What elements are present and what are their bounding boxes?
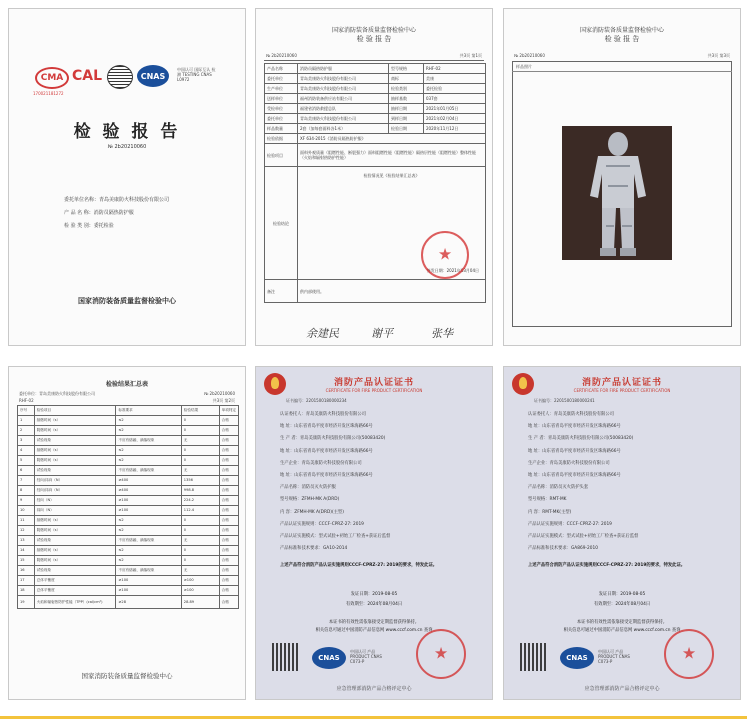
report-page: 共3页 第1页 [459, 53, 482, 58]
report-title: 检 验 报 告 [73, 122, 181, 142]
cover-footer: 国家消防装备质量监督检验中心 [78, 297, 176, 305]
field-row: 生产企业：青岛美康防火科技股份有限公司 [280, 460, 362, 466]
cma-logo: CMA [35, 67, 69, 89]
table-row: 10 纬向（N） ≥100 112.4 合格 [18, 506, 239, 516]
report-number: № 2b20210060 [107, 144, 147, 150]
sample-photo-page[interactable] [503, 8, 741, 346]
field-row: 地 址：山东省青岛平度市经济开发区珠海路66号 [528, 424, 621, 430]
summary-footer: 国家消防装备质量监督检验中心 [81, 672, 173, 680]
field-row: 型号规格：RMT-MK [528, 497, 567, 503]
signature-2: 谢平 [371, 327, 393, 340]
cnas-logo: CNAS [137, 65, 169, 87]
report-header-org: 国家消防装备质量监督检验中心 [331, 27, 416, 34]
cert2-note1: 本证书的有效性需依靠接受定期监督获得保持。 [576, 620, 668, 625]
cert2-seal: ★ [664, 629, 714, 679]
field-row: 内 容：ZFMH-MK A(DRD)(主型) [280, 509, 344, 515]
field-row: 生产企业：青岛美康防火科技股份有限公司 [528, 460, 610, 466]
cma-code: 170021181272 [33, 91, 64, 96]
table-row: 样品数量 2套（加每套面料各1米） 检验日期 2020年11月12日 [265, 124, 486, 134]
field-row: 产品标准和技术要求：GA869-2010 [528, 546, 598, 552]
photo-header-title: 检 验 报 告 [604, 35, 640, 43]
report-cover-page[interactable] [8, 8, 246, 346]
qr-code-icon [272, 643, 300, 671]
table-row: 17 总体平衡度 ≥100 ≥100 合格 [18, 576, 239, 586]
summary-table [17, 405, 239, 609]
field-row: 内 容：RMT-MK(主型) [528, 509, 572, 515]
signature-1: 余建民 [306, 327, 339, 340]
cert2-title: 消防产品认证证书 [581, 378, 662, 388]
table-row: 9 经向（N） ≥100 224.2 合格 [18, 496, 239, 506]
field-row: 产品标准和技术要求：GA10-2014 [280, 546, 348, 552]
qr-code-icon [520, 643, 548, 671]
summary-model: RHF-02 [19, 398, 34, 403]
field-row: 产品认证实施规则：CCCF-CPRZ-27: 2019 [280, 521, 364, 527]
table-row: 检验项目 面料外观质量（阻燃性能、断裂强力）面料阻燃性能（阻燃性能）隔热层性能（阻燃性能）整体性能（火焰和辐射热防护性能） [265, 144, 486, 167]
table-row: 6 试验现象 不应有熔融、滴落现象 无 合格 [18, 466, 239, 476]
summary-title: 检验结果汇总表 [105, 381, 148, 388]
field-row: 地 址：山东省青岛平度市经济开发区珠海路66号 [280, 448, 373, 454]
cert2-statement: 上述产品符合消防产品认证实施规则CCCF-CPRZ-27: 2019的要求，特发此证。 [528, 563, 686, 568]
field-row: 认证委托人：青岛美康防火科技股份有限公司 [280, 412, 366, 417]
field-row: 认证委托人：青岛美康防火科技股份有限公司 [528, 412, 614, 417]
photo-header-org: 国家消防装备质量监督检验中心 [579, 27, 664, 34]
product-badge: 中国认可 产品 PRODUCT CNAS C073-P [598, 649, 630, 664]
table-row: 12 阴燃时间（s） ≤2 0 合格 [18, 526, 239, 536]
table-row: 8 经向/纬向（N） ≥400 998.8 合格 [18, 486, 239, 496]
table-row: 5 阴燃时间（s） ≤2 0 合格 [18, 456, 239, 466]
cert2-note2: 相关信息可通过中国消防产品信息网 www.cccf.com.cn 查询 [563, 628, 681, 633]
field-product: 产 品 名 称：消防员隔热防护服 [64, 210, 134, 216]
photo-label: 样品照片 [516, 64, 532, 69]
summary-number: № 2b20210060 [204, 391, 235, 396]
table-row: 委托单位 青岛美康防火科技股份有限公司 到样日期 2021年02月04日 [265, 114, 486, 124]
field-row: 地 址：山东省青岛平度市经济开发区珠海路66号 [528, 448, 621, 454]
result-summary-page[interactable] [8, 366, 246, 700]
table-row: 18 总体平衡度 ≥100 ≥100 合格 [18, 586, 239, 596]
table-row: 检验依据 XF 634-2015《消防员隔热防护服》 [265, 134, 486, 144]
cert1-number: 证书编号：2201500180000234 [286, 398, 347, 403]
cert1-note1: 本证书的有效性需依靠接受定期监督获得保持。 [328, 620, 420, 625]
globe-icon [107, 65, 133, 89]
field-row: 产品名称：消防员灭火防护头套 [528, 485, 589, 491]
cert1-footer: 应急管理部消防产品合格评定中心 [336, 686, 412, 692]
table-row: 15 阴燃时间（s） ≤2 0 合格 [18, 556, 239, 566]
table-row: 备注 供内部使用。 [265, 280, 486, 303]
cert2-title-en: CERTIFICATE FOR FIRE PRODUCT CERTIFICATION [573, 388, 671, 393]
cert2-number: 证书编号：2201500180000241 [534, 398, 595, 403]
protective-suit-image [562, 126, 672, 260]
field-row: 产品认证实施模式：型式试验+初始工厂检查+获证后监督 [280, 534, 391, 540]
table-row: 产品名称 消防员隔热防护服 型号规格 RHF-02 [265, 64, 486, 74]
table-row: 3 试验现象 不应有熔融、滴落现象 无 合格 [18, 436, 239, 446]
cert2-fields [528, 409, 733, 555]
table-header: 序号 检验项目 标准要求 检验结果 单项判定 [18, 406, 239, 416]
cert1-issue-date: 发证日期：2019-08-05 [350, 592, 398, 597]
field-client: 委托单位名称：青岛美康防火科技股份有限公司 [64, 197, 170, 203]
cnas-caption: 中国认可 国际互认 检测 TESTING CNAS L0972 [177, 67, 216, 82]
cert2-footer: 应急管理部消防产品合格评定中心 [584, 686, 660, 692]
sample-photo [562, 126, 672, 260]
cnas-logo: CNAS [560, 647, 594, 669]
table-row: 1 续燃时间（s） ≤2 0 合格 [18, 416, 239, 426]
field-row: 产品认证实施模式：型式试验+初始工厂检查+获证后监督 [528, 534, 639, 540]
table-row: 委托单位 青岛美康防火科技股份有限公司 商标 美康 [265, 74, 486, 84]
report-number: № 2b20210060 [266, 53, 297, 58]
certificate-2[interactable] [503, 366, 741, 700]
report-detail-page[interactable] [255, 8, 493, 346]
certificate-1[interactable] [255, 366, 493, 700]
field-row: 产品认证实施规则：CCCF-CPRZ-27: 2019 [528, 521, 612, 527]
cert1-title-en: CERTIFICATE FOR FIRE PRODUCT CERTIFICATION [325, 388, 423, 393]
table-row: 受检单位 福建省消防救援总队 抽样日期 2021年01月05日 [265, 104, 486, 114]
summary-client: 委托单位：青岛美康防火科技股份有限公司 [19, 391, 95, 396]
field-row: 型号规格：ZFMH-MK A(DRD) [280, 497, 340, 503]
field-row: 地 址：山东省青岛平度市经济开发区珠海路66号 [280, 424, 373, 430]
field-row: 生 产 者：青岛美康防火科技股份有限公司(50083420) [528, 436, 634, 442]
cert1-seal: ★ [416, 629, 466, 679]
photo-page: 共3页 第3页 [707, 53, 730, 58]
report-header-title: 检 验 报 告 [356, 35, 392, 43]
table-row: 14 续燃时间（s） ≤2 0 合格 [18, 546, 239, 556]
cert1-title: 消防产品认证证书 [333, 378, 414, 388]
table-row: 4 续燃时间（s） ≤2 0 合格 [18, 446, 239, 456]
photo-report-number: № 2b20210060 [514, 53, 545, 58]
field-category: 检 验 类 别：委托检验 [64, 223, 114, 229]
official-seal: ★ [421, 231, 469, 279]
table-row: 19 火焰和辐射热防护性能（TPP）(cal/cm²) ≥28 28.89 合格 [18, 596, 239, 609]
table-row: 13 试验现象 不应有熔融、滴落现象 无 合格 [18, 536, 239, 546]
cert1-fields [280, 409, 485, 555]
cert2-valid-date: 有效期至：2024年08月04日 [593, 602, 651, 607]
cert1-valid-date: 有效期至：2024年08月04日 [345, 602, 403, 607]
field-row: 产品名称：消防员灭火防护服 [280, 485, 336, 491]
cert1-note2: 相关信息可通过中国消防产品信息网 www.cccf.com.cn 查询 [315, 628, 433, 633]
table-row: 2 阴燃时间（s） ≤2 0 合格 [18, 426, 239, 436]
field-row: 地 址：山东省青岛平度市经济开发区珠海路66号 [528, 473, 621, 479]
product-badge: 中国认可 产品 PRODUCT CNAS C073-P [350, 649, 382, 664]
signature-3: 张华 [431, 327, 453, 340]
cal-logo: CAL [71, 68, 103, 84]
table-row: 16 试验现象 不应有熔融、滴落现象 无 合格 [18, 566, 239, 576]
cnas-logo: CNAS [312, 647, 346, 669]
summary-page: 共3页 第2页 [212, 398, 235, 403]
field-row: 生 产 者：青岛美康防火科技股份有限公司(50083420) [280, 436, 386, 442]
table-row: 7 经向/纬向（N） ≥400 1356 合格 [18, 476, 239, 486]
table-row: 生产单位 青岛美康防火科技股份有限公司 检验类别 委托检验 [265, 84, 486, 94]
cert2-issue-date: 发证日期：2019-08-05 [598, 592, 646, 597]
table-row: 11 续燃时间（s） ≤2 0 合格 [18, 516, 239, 526]
table-row: 送样单位 福州消防装备供应站有限公司 抽样基数 037套 [265, 94, 486, 104]
table-row: 检验结论 检验情况见《检验结果汇总表》 签发日期：2021年03月04日 [265, 167, 486, 280]
cert1-statement: 上述产品符合消防产品认证实施规则CCCF-CPRZ-27: 2019的要求，特发此证。 [280, 563, 438, 568]
field-row: 地 址：山东省青岛平度市经济开发区珠海路66号 [280, 473, 373, 479]
